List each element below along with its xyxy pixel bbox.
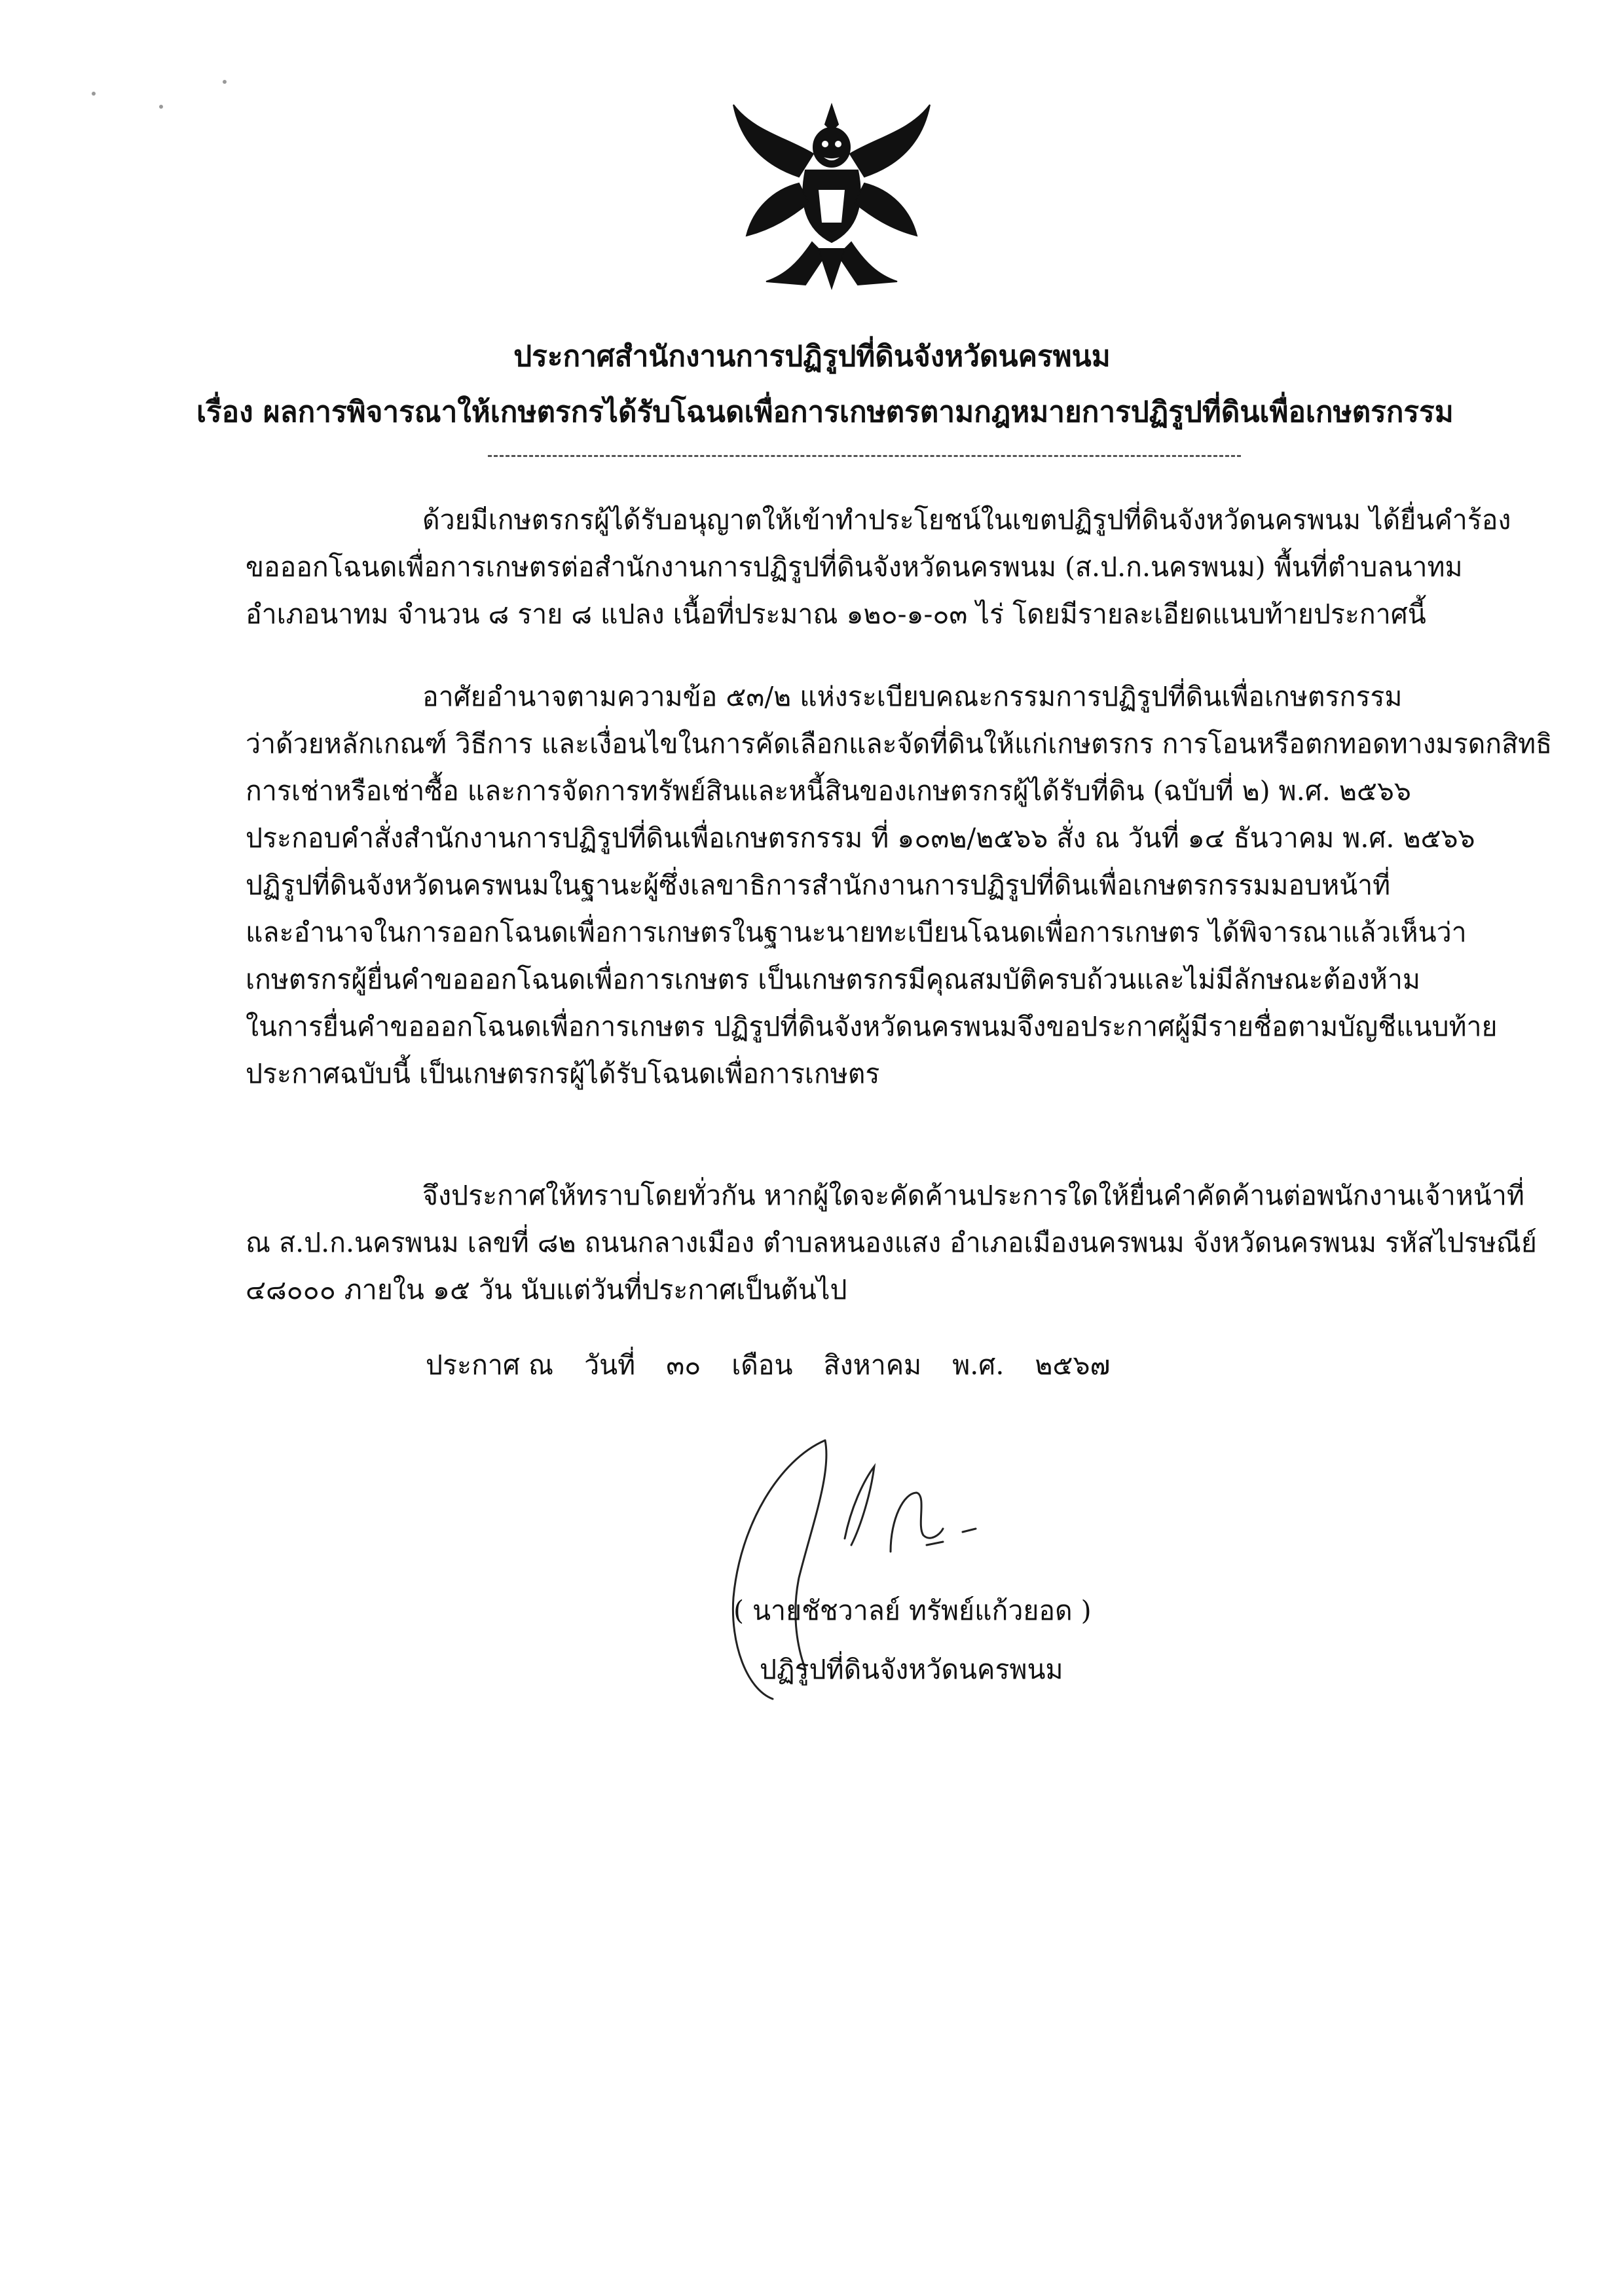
paragraph-line: ขอออกโฉนดเพื่อการเกษตรต่อสำนักงานการปฏิรูปที่ดินจังหวัดนครพนม (ส.ป.ก.นครพนม) พื้นที่ตำบลนาทม [246,551,1463,583]
paragraph-line: เกษตรกรผู้ยื่นคำขอออกโฉนดเพื่อการเกษตร เป็นเกษตรกรมีคุณสมบัติครบถ้วนและไม่มีลักษณะต้องห้าม [246,964,1420,995]
paragraph-objection [246,1172,1537,1313]
paragraph-line: ๔๘๐๐๐ ภายใน ๑๕ วัน นับแต่วันที่ประกาศเป็นต้นไป [246,1274,847,1305]
date-prefix: ประกาศ ณ [426,1349,554,1381]
scan-speck [159,105,163,109]
paragraph-line: ประกาศฉบับนี้ เป็นเกษตรกรผู้ได้รับโฉนดเพื่อการเกษตร [246,1058,880,1089]
garuda-emblem-icon [727,92,936,295]
announcement-title: ประกาศสำนักงานการปฏิรูปที่ดินจังหวัดนครพนม [513,340,1111,373]
paragraph-line: ว่าด้วยหลักเกณฑ์ วิธีการ และเงื่อนไขในการคัดเลือกและจัดที่ดินให้แก่เกษตรกร การโอนหรือตกทอดทางมรดกสิทธิ [246,728,1553,759]
paragraph-line: ณ ส.ป.ก.นครพนม เลขที่ ๘๒ ถนนกลางเมือง ตำบลหนองแสง อำเภอเมืองนครพนม จังหวัดนครพนม รหัสไปรษณีย์ [246,1227,1537,1258]
paragraph-line: ปฏิรูปที่ดินจังหวัดนครพนมในฐานะผู้ซึ่งเลขาธิการสำนักงานการปฏิรูปที่ดินเพื่อเกษตรกรรมมอบหน้าที่ [246,869,1391,901]
paragraph-authority [246,673,1553,1097]
paragraph-line: อาศัยอำนาจตามความข้อ ๕๓/๒ แห่งระเบียบคณะกรรมการปฏิรูปที่ดินเพื่อเกษตรกรรม [422,681,1403,712]
signatory-name: ( นายชัชวาลย์ ทรัพย์แก้วยอด ) [733,1595,1092,1626]
paragraph-line: การเช่าหรือเช่าซื้อ และการจัดการทรัพย์สินและหนี้สินของเกษตรกรผู้ได้รับที่ดิน (ฉบับที่ ๒) พ.ศ. ๒๕๖๖ [246,775,1411,807]
announcement-date [426,1345,1132,1385]
scan-speck [223,80,227,84]
paragraph-line: และอำนาจในการออกโฉนดเพื่อการเกษตรในฐานะนายทะเบียนโฉนดเพื่อการเกษตร ได้พิจารณาแล้วเห็นว่า [246,917,1467,948]
paragraph-line: ในการยื่นคำขอออกโฉนดเพื่อการเกษตร ปฏิรูปที่ดินจังหวัดนครพนมจึงขอประกาศผู้มีรายชื่อตามบัญชีแนบท้าย [246,1011,1498,1042]
paragraph-line: จึงประกาศให้ทราบโดยทั่วกัน หากผู้ใดจะคัดค้านประการใดให้ยื่นคำคัดค้านต่อพนักงานเจ้าหน้าที่ [422,1180,1524,1211]
title-divider [488,455,1241,457]
paragraph-line: ประกอบคำสั่งสำนักงานการปฏิรูปที่ดินเพื่อเกษตรกรรม ที่ ๑๐๓๒/๒๕๖๖ สั่ง ณ วันที่ ๑๔ ธันวาคม พ.ศ. ๒๕๖๖ [246,822,1475,854]
date-year-label: พ.ศ. [952,1349,1005,1381]
date-month: สิงหาคม [823,1349,922,1381]
date-day: ๓๐ [666,1349,701,1381]
paragraph-application [246,496,1511,638]
scan-speck [92,92,96,96]
paragraph-line: อำเภอนาทม จำนวน ๘ ราย ๘ แปลง เนื้อที่ประมาณ ๑๒๐-๑-๐๓ ไร่ โดยมีรายละเอียดแนบท้ายประกาศนี้ [246,598,1426,630]
date-day-label: วันที่ [584,1349,636,1381]
date-month-label: เดือน [731,1349,793,1381]
announcement-subject: เรื่อง ผลการพิจารณาให้เกษตรกรได้รับโฉนดเพื่อการเกษตรตามกฎหมายการปฏิรูปที่ดินเพื่อเกษตรกรรม [196,395,1454,429]
paragraph-line: ด้วยมีเกษตรกรผู้ได้รับอนุญาตให้เข้าทำประโยชน์ในเขตปฏิรูปที่ดินจังหวัดนครพนม ได้ยื่นคำร้อง [422,504,1511,536]
signatory-position: ปฏิรูปที่ดินจังหวัดนครพนม [760,1654,1063,1685]
date-year: ๒๕๖๗ [1035,1349,1111,1381]
